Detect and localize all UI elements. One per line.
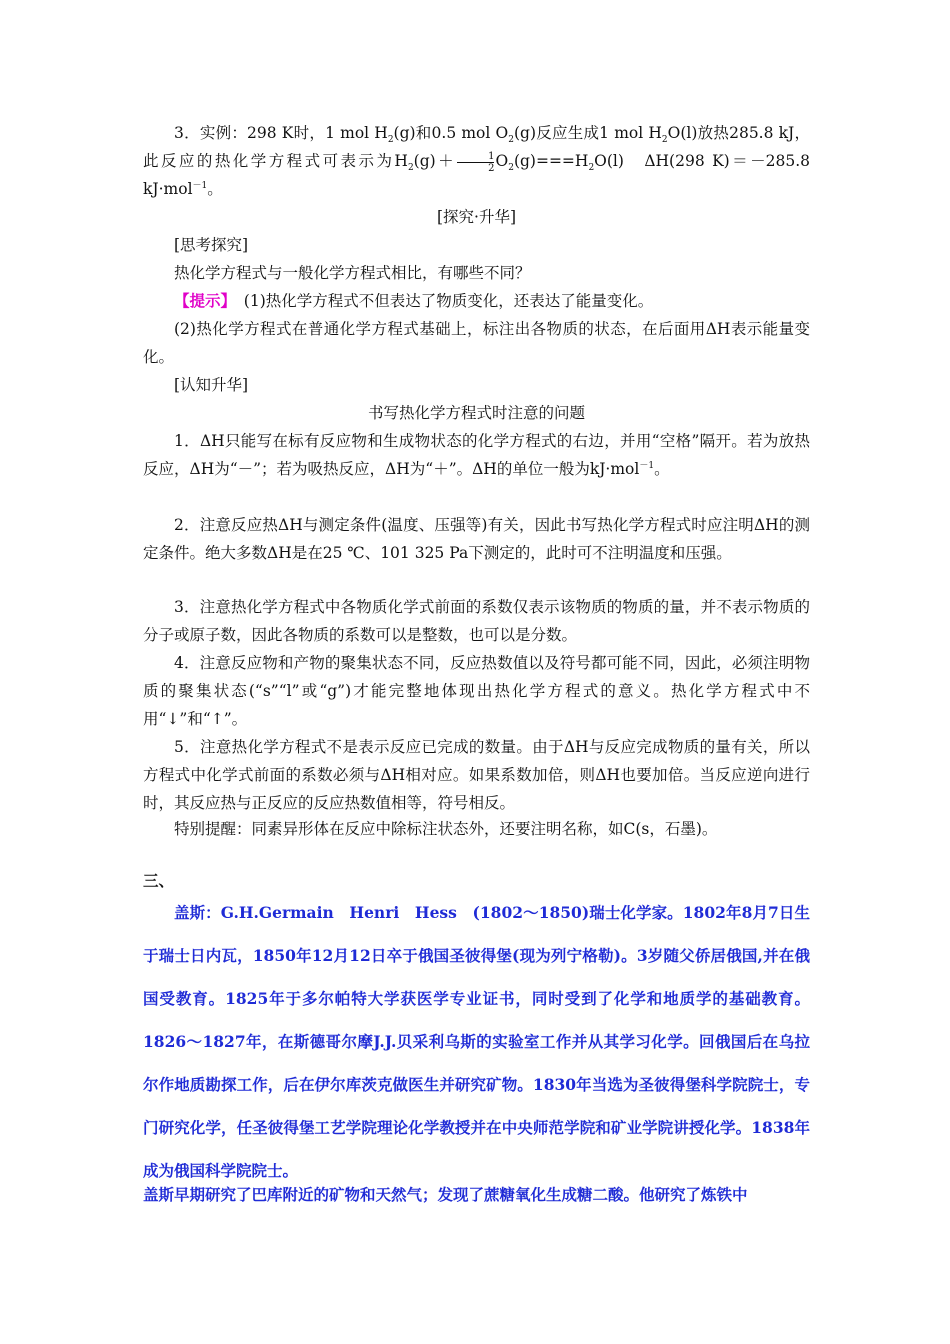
note-2: 2．注意反应热ΔH与测定条件(温度、压强等)有关，因此书写热化学方程式时应注明ΔH的测定条件。绝大多数ΔH是在25 ℃、101 325 Pa下测定的，此时可不注明温度和压强。 <box>143 516 810 562</box>
special-note: 特别提醒：同素异形体在反应中除标注状态外，还要注明名称，如C(s，石墨)。 <box>174 820 718 838</box>
hint-1: (1)热化学方程式不但表达了物质变化，还表达了能量变化。 <box>243 292 654 310</box>
section-title: [探究·升华] <box>436 208 517 226</box>
hint-label: 【提示】 <box>174 291 229 310</box>
example-paragraph: 3．实例：298 K时，1 mol $H_2(g)$和0.5 mol $O_2(g)$反应生成1 mol $H_2O(l)$放热285.8 kJ，此反应的热化学方程式可表示为$H_2(g)+$ $\frac{1}{2}$ $O_2(g)===H_2O(l)$ ΔH(298 K)＝－285.8 kJ·mol$^{-1}$。 <box>143 124 810 198</box>
cognition-title: [认知升华] <box>174 376 249 394</box>
hint-2: (2)热化学方程式在普通化学方程式基础上，标注出各物质的状态，在后面用ΔH表示能量变化。 <box>143 320 810 366</box>
question: 热化学方程式与一般化学方程式相比，有哪些不同？ <box>174 264 531 282</box>
note-5: 5．注意热化学方程式不是表示反应已完成的数量。由于ΔH与反应完成物质的量有关，所以方程式中化学式前面的系数必须与ΔH相对应。如果系数加倍，则ΔH也要加倍。当反应逆向进行时，其反应热与正反应的反应热数值相等，符号相反。 <box>143 738 810 812</box>
note-3: 3．注意热化学方程式中各物质化学式前面的系数仅表示该物质的物质的量，并不表示物质的分子或原子数，因此各物质的系数可以是整数，也可以是分数。 <box>143 598 810 644</box>
note-4: 4．注意反应物和产物的聚集状态不同，反应热数值以及符号都可能不同，因此，必须注明物质的聚集状态(“s”“l”或“g”)才能完整地体现出热化学方程式的意义。热化学方程式中不用“↓”和“↑”。 <box>143 654 810 728</box>
notes-title: 书写热化学方程式时注意的问题 <box>367 404 585 422</box>
fraction-half: $\frac{1}{2}$ <box>457 151 494 174</box>
hint-paragraph <box>143 287 810 315</box>
hess-biography: 盖斯：G.H.Germain Henri Hess (1802～1850)瑞士化学家。1802年8月7日生于瑞士日内瓦，1850年12月12日卒于俄国圣彼得堡(现为列宁格勒)。3岁随父侨居俄国,并在俄国受教育。1825年于多尔帕特大学获医学专业证书，同时受到了化学和地质学的基础教育。1826～1827年，在斯德哥尔摩J.J.贝采利乌斯的实验室工作并从其学习化学。回俄国后在乌拉尔作地质勘探工作，后在伊尔库茨克做医生并研究矿物。1830年当选为圣彼得堡科学院院士，专门研究化学，任圣彼得堡工艺学院理论化学教授并在中央师范学院和矿业学院讲授化学。1838年成为俄国科学院院士。 <box>143 903 810 1180</box>
section-3-heading: 三、 <box>143 871 175 890</box>
note-1: 1．ΔH只能写在标有反应物和生成物状态的化学方程式的右边，并用“空格”隔开。若为放热反应，ΔH为“－”；若为吸热反应，ΔH为“＋”。ΔH的单位一般为kJ·mol$^{-1}$。 <box>143 432 810 478</box>
think-title: [思考探究] <box>174 236 249 254</box>
hess-research: 盖斯早期研究了巴库附近的矿物和天然气；发现了蔗糖氧化生成糖二酸。他研究了炼铁中 <box>143 1185 748 1204</box>
